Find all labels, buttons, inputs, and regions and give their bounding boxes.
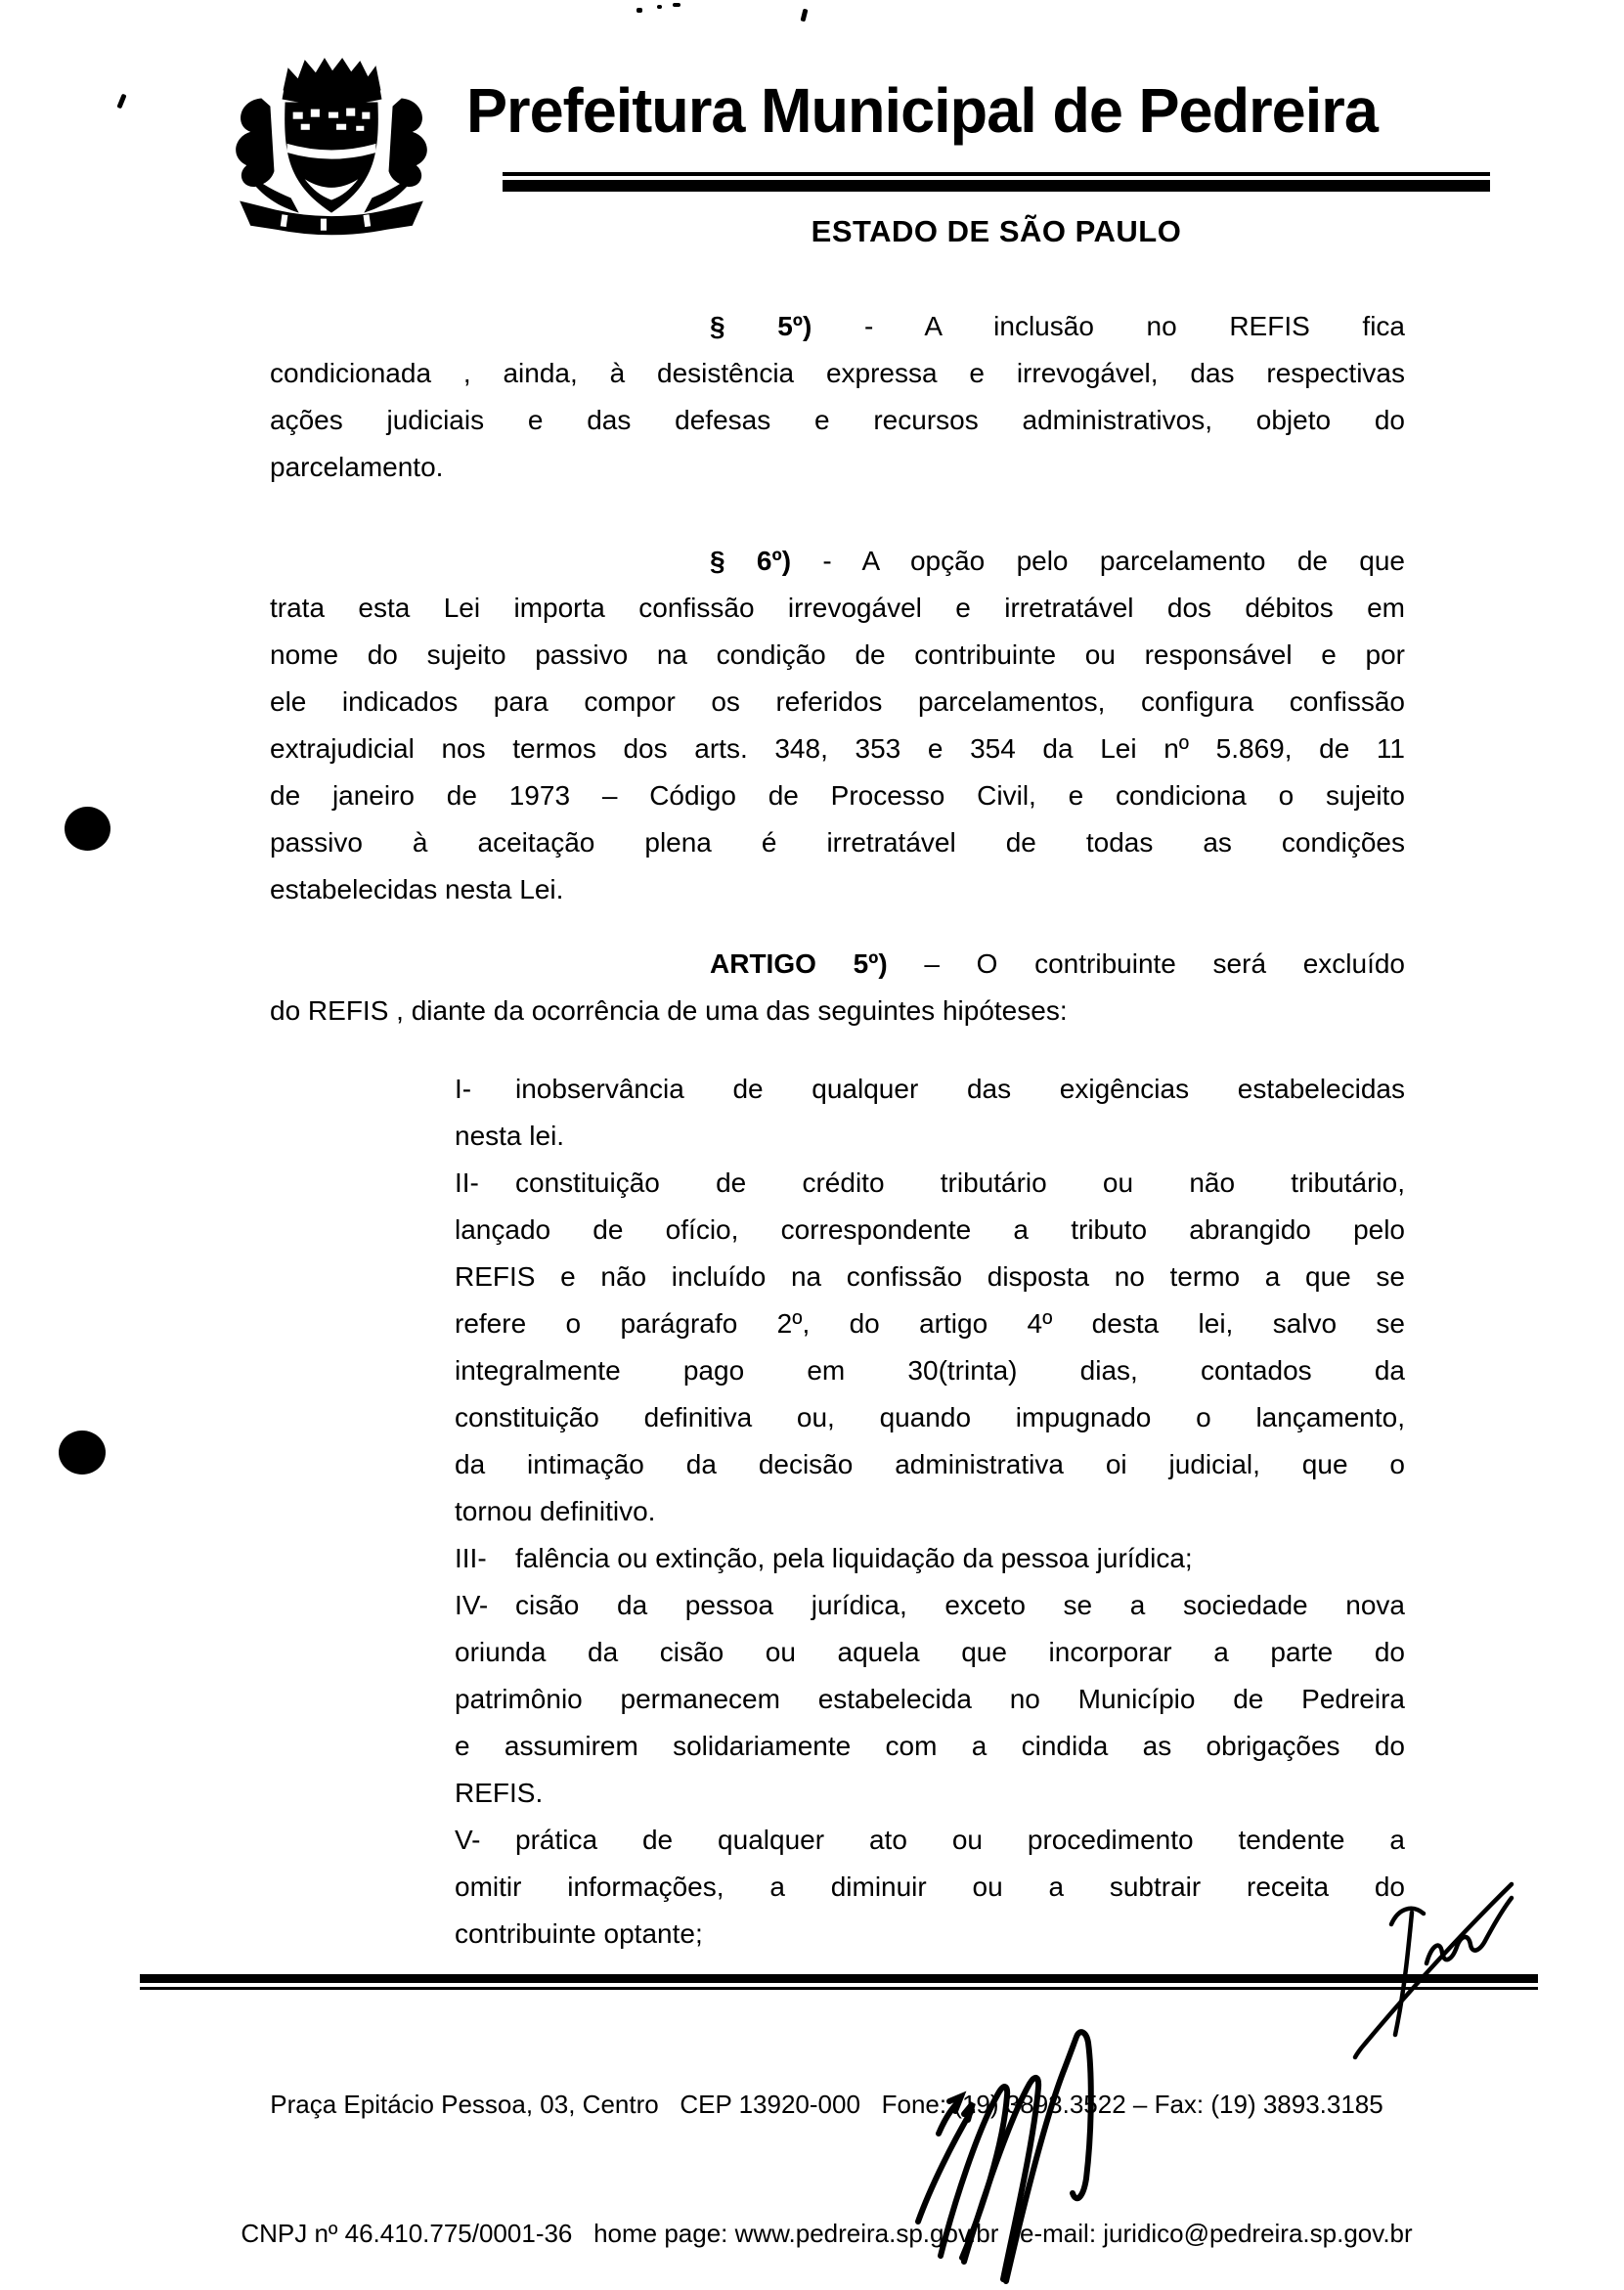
section-heading: § 6º) [710, 546, 792, 576]
artigo-5 [270, 941, 1405, 1035]
text-line: contribuinte optante; [455, 1918, 703, 1949]
list-item-II [455, 1160, 1405, 1535]
text-line: passivo à aceitação plena é irretratável de todas as condições [270, 827, 1405, 858]
ink-dot [65, 807, 110, 851]
paragraph-lines [270, 988, 1405, 1035]
text-line: omitir informações, a diminuir ou a subtrair receita do [455, 1872, 1405, 1902]
text-line: IV- cisão da pessoa jurídica, exceto se a sociedade nova [455, 1582, 1405, 1629]
scan-speck [116, 94, 126, 110]
ink-dot [59, 1431, 106, 1475]
text-line: trata esta Lei importa confissão irrevogável e irretratável dos débitos em [270, 593, 1405, 623]
paragraph-5 [270, 303, 1405, 491]
text-line: integralmente pago em 30(trinta) dias, contados da [455, 1355, 1405, 1386]
title-underline-thick [503, 180, 1490, 192]
scan-speck [636, 8, 642, 13]
text-line: constituição definitiva ou, quando impugnado o lançamento, [455, 1402, 1405, 1432]
footer-rule-thin [140, 1987, 1538, 1990]
text-line: II- constituição de crédito tributário ou não tributário, [455, 1160, 1405, 1207]
pedreira-coat-of-arms-icon [226, 55, 437, 248]
paragraph-lines [270, 350, 1405, 491]
section-heading: § 5º) [710, 311, 812, 341]
text-line: lançado de ofício, correspondente a tributo abrangido pelo [455, 1214, 1405, 1245]
text-line: tornou definitivo. [455, 1496, 656, 1526]
text-line: parcelamento. [270, 452, 444, 482]
text-line: I- inobservância de qualquer das exigências estabelecidas [455, 1066, 1405, 1113]
paragraph-first-line [270, 538, 1405, 585]
footer-contact-line: CNPJ nº 46.410.775/0001-36 home page: www.pedreira.sp.gov.br e-mail: juridico@pedreira.sp.gov.br [241, 2219, 1413, 2248]
text-line: extrajudicial nos termos dos arts. 348, 353 e 354 da Lei nº 5.869, de 11 [270, 733, 1405, 764]
item-numeral: V- [455, 1825, 481, 1855]
state-subtitle: ESTADO DE SÃO PAULO [811, 214, 1182, 248]
text-line: da intimação da decisão administrativa oi judicial, que o [455, 1449, 1405, 1479]
list-item-I [455, 1066, 1405, 1160]
scan-speck [801, 9, 809, 22]
paragraph-first-line [270, 941, 1405, 988]
document-body [270, 303, 1405, 1958]
text-line: condicionada , ainda, à desistência expressa e irrevogável, das respectivas [270, 358, 1405, 388]
text-line: REFIS. [455, 1778, 544, 1808]
list-item-IV [455, 1582, 1405, 1817]
item-numeral: I- [455, 1074, 472, 1104]
text-line: patrimônio permanecem estabelecida no Município de Pedreira [455, 1684, 1405, 1714]
item-numeral: IV- [455, 1590, 489, 1620]
text-line: REFIS e não incluído na confissão disposta no termo a que se [455, 1261, 1405, 1292]
item-numeral: III- [455, 1543, 487, 1573]
scan-speck [657, 5, 662, 9]
text-line: do REFIS , diante da ocorrência de uma das seguintes hipóteses: [270, 995, 1068, 1026]
text-line: nome do sujeito passivo na condição de contribuinte ou responsável e por [270, 639, 1405, 670]
paragraph-6 [270, 538, 1405, 913]
list-item-V [455, 1817, 1405, 1958]
list-item-III [455, 1535, 1405, 1582]
exclusion-hypotheses-list [455, 1066, 1405, 1958]
first-line-text: - A inclusão no REFIS fica [863, 311, 1405, 341]
text-line: oriunda da cisão ou aquela que incorporar a parte do [455, 1637, 1405, 1667]
scan-speck [673, 3, 680, 7]
text-line: III- falência ou extinção, pela liquidação da pessoa jurídica; [455, 1535, 1405, 1582]
article-heading: ARTIGO 5º) [710, 948, 888, 979]
paragraph-lines [270, 585, 1405, 913]
text-line: ele indicados para compor os referidos parcelamentos, configura confissão [270, 686, 1405, 717]
text-line: V- prática de qualquer ato ou procedimento tendente a [455, 1817, 1405, 1864]
first-line-text: – O contribuinte será excluído [924, 948, 1405, 979]
text-line: nesta lei. [455, 1121, 565, 1151]
footer-address-line: Praça Epitácio Pessoa, 03, Centro CEP 13920-000 Fone: (19) 3893.3522 – Fax: (19) 3893.3185 [270, 2090, 1383, 2119]
first-line-text: - A opção pelo parcelamento de que [822, 546, 1406, 576]
footer-rule-thick [140, 1974, 1538, 1983]
paragraph-first-line [270, 303, 1405, 350]
text-line: e assumirem solidariamente com a cindida as obrigações do [455, 1731, 1405, 1761]
title-underline-thin [503, 172, 1490, 176]
item-numeral: II- [455, 1167, 479, 1198]
text-line: de janeiro de 1973 – Código de Processo Civil, e condiciona o sujeito [270, 780, 1405, 811]
text-line: ações judiciais e das defesas e recursos administrativos, objeto do [270, 405, 1405, 435]
footer [29, 1997, 1624, 2290]
page-title: Prefeitura Municipal de Pedreira [466, 75, 1378, 146]
text-line: refere o parágrafo 2º, do artigo 4º desta lei, salvo se [455, 1308, 1405, 1339]
text-line: estabelecidas nesta Lei. [270, 874, 564, 904]
